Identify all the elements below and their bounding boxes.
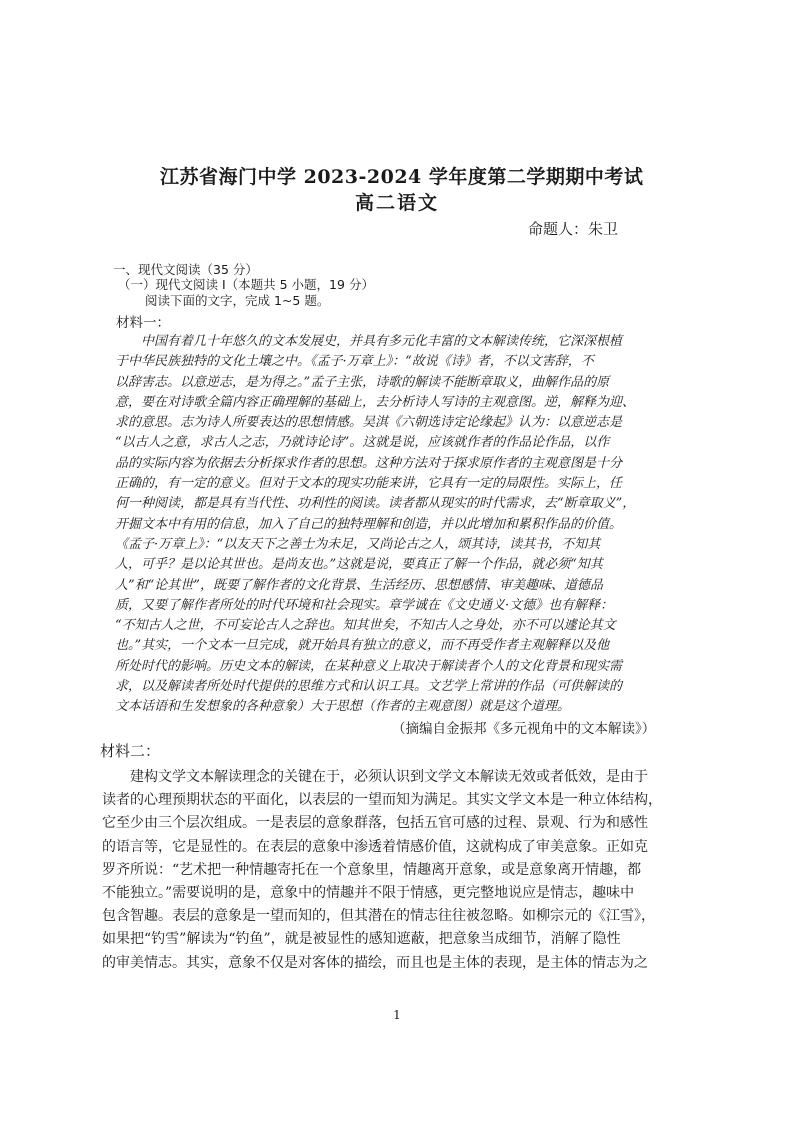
- text-line: 质，又要了解作者所处的时代环境和社会现实。章学诚在《文史通义·文德》也有解释：: [115, 597, 614, 613]
- text-line: 人，可乎？是以论其世也。是尚友也。”这就是说，要真正了解一个作品，就必须“知其: [115, 557, 603, 573]
- material1-text: [115, 332, 660, 718]
- exam-subtitle: 高二语文: [354, 192, 439, 214]
- text-line: 正确的，有一定的意义。但对于文本的现实功能来讲，它具有一定的局限性。实际上，任: [115, 476, 623, 492]
- material2-text: [102, 766, 690, 975]
- text-line: 品的实际内容为依据去分析探求作者的思想。这种方法对于探求原作者的主观意图是十分: [115, 455, 623, 471]
- text-line: 求，以及解读者所处时代提供的思维方式和认识工具。文艺学上常讲的作品（可供解读的: [115, 679, 623, 695]
- reading-instruction: 阅读下面的文字，完成 1~5 题。: [145, 293, 330, 308]
- text-line: 的语言等，它是显性的。在表层的意象中渗透着情感价值，这就构成了审美意象。正如克: [102, 838, 648, 855]
- text-line: 建构文学文本解读理念的关键在于，必须认识到文学文本解读无效或者低效，是由于: [102, 769, 648, 785]
- text-line: 罗齐所说：“艺术把一种情趣寄托在一个意象里，情趣离开意象，或是意象离开情趣，都: [102, 861, 642, 878]
- text-line: 意，要在对诗歌全篇内容正确理解的基础上，去分析诗人写诗的主观意图。逆，解释为迎、: [115, 394, 636, 410]
- text-line: 开掘文本中有用的信息，加入了自己的独特理解和创造，并以此增加和累积作品的价值。: [115, 516, 623, 532]
- text-line: 如果把“钓雪”解读为“钓鱼”，就是被显性的感知遮蔽，把意象当成细节，消解了隐性: [102, 931, 621, 948]
- text-line: “不知古人之世，不可妄论古人之辞也。知其世矣，不知古人之身处，亦不可以遽论其文: [115, 618, 616, 634]
- text-line: 于中华民族独特的文化土壤之中。《孟子·万章上》：“故说《诗》者，不以文害辞，不: [115, 354, 594, 370]
- part-heading: 一、现代文阅读（35 分）: [113, 262, 258, 277]
- text-line: 文本话语和生发想象的各种意象）大于思想（作者的主观意图）就是这个道理。: [115, 699, 571, 715]
- exam-author: 命题人：朱卫: [528, 220, 619, 238]
- text-line: 人”和“论其世”，既要了解作者的文化背景、生活经历、思想感情、审美趣味、道德品: [115, 577, 603, 593]
- text-line: 何一种阅读，都是具有当代性、功利性的阅读。读者都从现实的时代需求，去“断章取义”，: [115, 496, 636, 512]
- text-line: 也。”其实，一个文本一旦完成，就开始具有独立的意义，而不再受作者主观解释以及他: [115, 638, 610, 654]
- subpart-heading: （一）现代文阅读 I（本题共 5 小题，19 分）: [118, 277, 374, 292]
- material1-source: （摘编自金振邦《多元视角中的文本解读》）: [392, 721, 656, 737]
- text-line: 的审美情志。其实，意象不仅是对客体的描绘，而且也是主体的表现，是主体的情志为之: [102, 954, 648, 971]
- text-line: 中国有着几十年悠久的文本发展史，并具有多元化丰富的文本解读传统，它深深根植: [115, 334, 623, 349]
- text-line: 以辞害志。以意逆志，是为得之。”孟子主张，诗歌的解读不能断章取义，曲解作品的原: [115, 374, 610, 390]
- page-number: 1: [393, 1008, 401, 1022]
- text-line: “以古人之意，求古人之志，乃就诗论诗”。这就是说，应该就作者的作品论作品，以作: [115, 435, 610, 451]
- material2-label: 材料二：: [100, 742, 161, 760]
- text-line: 所处时代的影响。历史文本的解读，在某种意义上取决于解读者个人的文化背景和现实需: [115, 658, 623, 674]
- exam-title: 江苏省海门中学 2023-2024 学年度第二学期期中考试: [160, 166, 644, 188]
- text-line: 它至少由三个层次组成。一是表层的意象群落，包括五官可感的过程、景观、行为和感性: [102, 815, 648, 832]
- text-line: 包含智趣。表层的意象是一望而知的，但其潜在的情志往往被忽略。如柳宗元的《江雪》，: [102, 908, 655, 925]
- text-line: 不能独立。”需要说明的是，意象中的情趣并不限于情感，更完整地说应是情志，趣味中: [102, 884, 635, 901]
- text-line: 求的意思。志为诗人所要表达的思想情感。吴淇《六朝选诗定论缘起》认为：以意逆志是: [115, 415, 623, 431]
- text-line: 《孟子·万章上》：“以友天下之善士为未足，又尚论古之人，颂其诗，读其书，不知其: [115, 536, 601, 552]
- text-line: 读者的心理预期状态的平面化，以表层的一望而知为满足。其实文学文本是一种立体结构，: [102, 792, 662, 809]
- material1-label: 材料一：: [116, 315, 170, 331]
